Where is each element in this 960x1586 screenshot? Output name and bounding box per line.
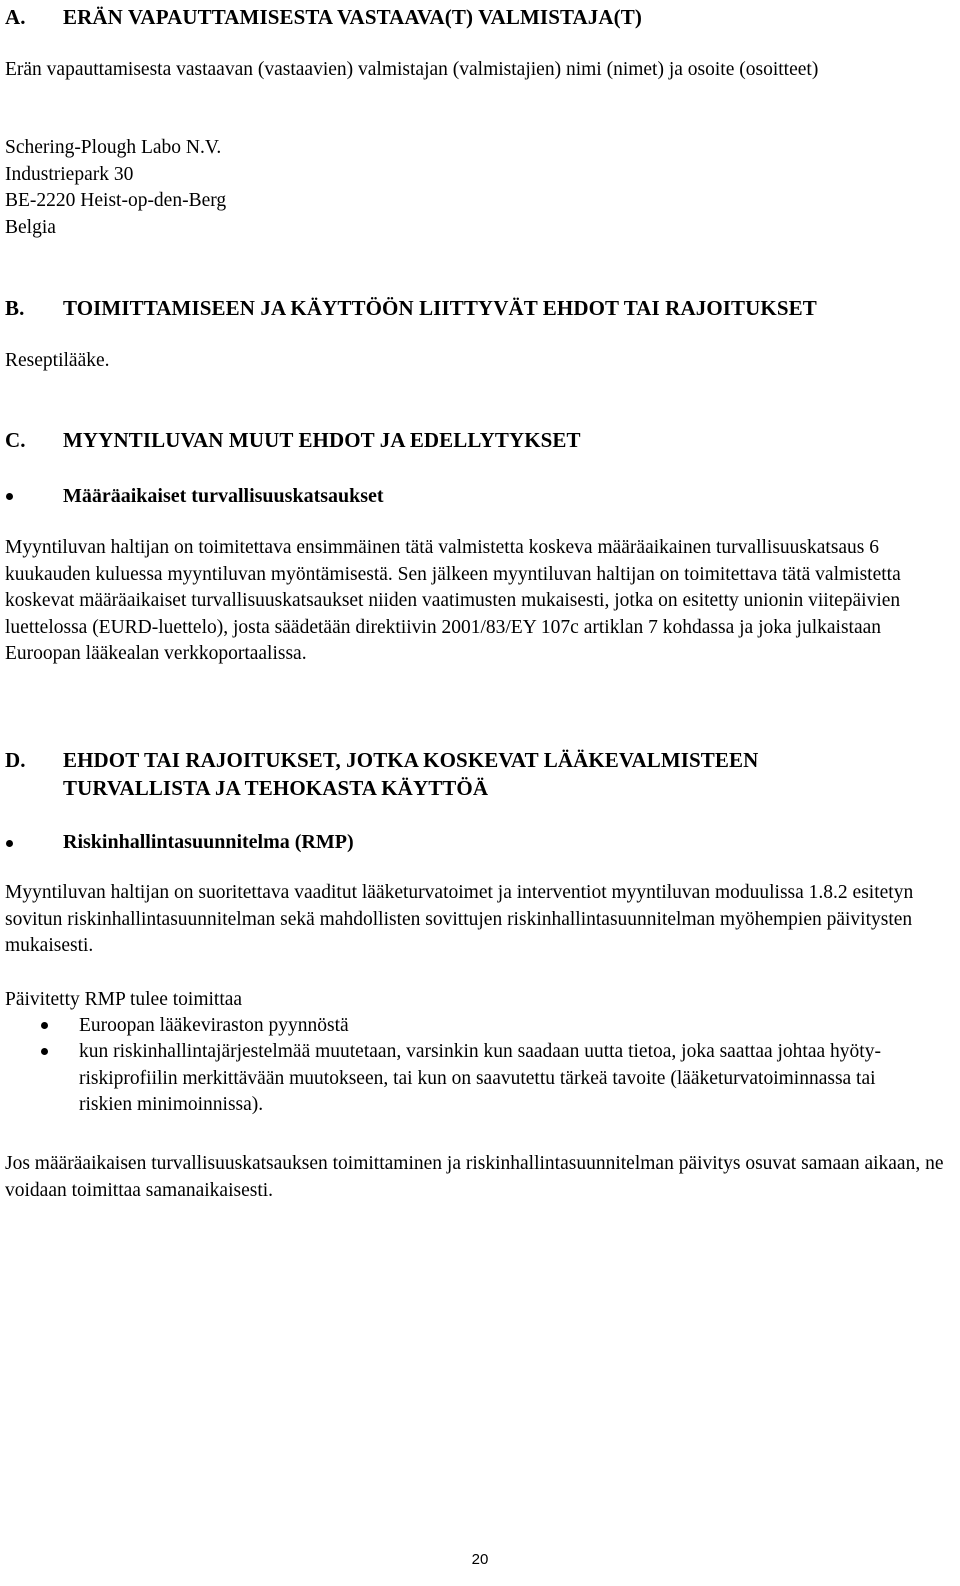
bullet-icon bbox=[41, 1048, 48, 1055]
rmp-paragraph: Myyntiluvan haltijan on suoritettava vaaditut lääketurvatoimet ja interventiot myyntiluvan moduulissa 1.8.2 esitetyn sovitun riskinhallintasuunnitelman sekä mahdollisten sovittujen riskinhallintasuunnitelman myöhempien päivitysten mukaisesti. bbox=[5, 882, 914, 956]
prescription-status: Reseptilääke. bbox=[5, 350, 110, 371]
section-c-title: MYYNTILUVAN MUUT EHDOT JA EDELLYTYKSET bbox=[63, 428, 581, 452]
section-d-letter: D. bbox=[5, 748, 26, 772]
address-line-city: BE-2220 Heist-op-den-Berg bbox=[5, 190, 227, 211]
section-c-letter: C. bbox=[5, 428, 26, 452]
simultaneous-submission-paragraph: Jos määräaikaisen turvallisuuskatsauksen toimittaminen ja riskinhallintasuunnitelman päivitys osuvat samaan aikaan, ne voidaan toimittaa samanaikaisesti. bbox=[5, 1153, 944, 1201]
bullet-icon bbox=[41, 1022, 48, 1029]
section-b-title: TOIMITTAMISEEN JA KÄYTTÖÖN LIITTYVÄT EHDOT TAI RAJOITUKSET bbox=[63, 296, 817, 320]
address-line-name: Schering-Plough Labo N.V. bbox=[5, 137, 222, 158]
psur-subheading: Määräaikaiset turvallisuuskatsaukset bbox=[63, 485, 384, 507]
section-b-heading bbox=[5, 294, 945, 322]
section-d-title-line2: TURVALLISTA JA TEHOKASTA KÄYTTÖÄ bbox=[63, 776, 489, 800]
rmp-update-bullet-2: kun riskinhallintajärjestelmää muutetaan, varsinkin kun saadaan uutta tietoa, joka saattaa johtaa hyöty-riskiprofiilin merkittävään muutokseen, tai kun on saavutettu tärkeä tavoite (lääketurvatoiminnassa tai riskien minimoinnissa). bbox=[79, 1041, 881, 1115]
rmp-update-intro: Päivitetty RMP tulee toimittaa bbox=[5, 989, 243, 1010]
section-d-heading bbox=[5, 746, 905, 802]
page-number: 20 bbox=[471, 1551, 489, 1568]
rmp-update-bullet-1: Euroopan lääkeviraston pyynnöstä bbox=[79, 1015, 349, 1036]
psur-paragraph: Myyntiluvan haltijan on toimitettava ensimmäinen tätä valmistetta koskeva määräaikainen turvallisuuskatsaus 6 kuukauden kuluessa myyntiluvan myöntämisestä. Sen jälkeen myyntiluvan haltijan on toimitettava tätä valmistetta koskevat määräaikaiset turvallisuuskatsaukset niiden vaatimusten mukaisesti, jotka on esitetty unionin viitepäivien luettelossa (EURD-luettelo), josta säädetään direktiivin 2001/83/EY 107c artiklan 7 kohdassa ja joka julkaistaan Euroopan lääkealan verkkoportaalissa. bbox=[5, 537, 901, 664]
manufacturer-address bbox=[5, 135, 950, 241]
section-a-letter: A. bbox=[5, 5, 26, 29]
rmp-subheading: Riskinhallintasuunnitelma (RMP) bbox=[63, 831, 354, 853]
bullet-icon bbox=[6, 493, 13, 500]
section-b-letter: B. bbox=[5, 296, 25, 320]
address-line-street: Industriepark 30 bbox=[5, 163, 134, 185]
address-line-country: Belgia bbox=[5, 216, 56, 238]
bullet-icon bbox=[6, 840, 13, 847]
manufacturer-label: Erän vapauttamisesta vastaavan (vastaavien) valmistajan (valmistajien) nimi (nimet) ja osoite (osoitteet) bbox=[5, 59, 819, 80]
section-a-heading bbox=[5, 3, 905, 31]
section-d-title-line1: EHDOT TAI RAJOITUKSET, JOTKA KOSKEVAT LÄÄKEVALMISTEEN bbox=[63, 748, 759, 772]
section-a-title: ERÄN VAPAUTTAMISESTA VASTAAVA(T) VALMISTAJA(T) bbox=[63, 5, 642, 29]
section-c-heading bbox=[5, 426, 905, 454]
